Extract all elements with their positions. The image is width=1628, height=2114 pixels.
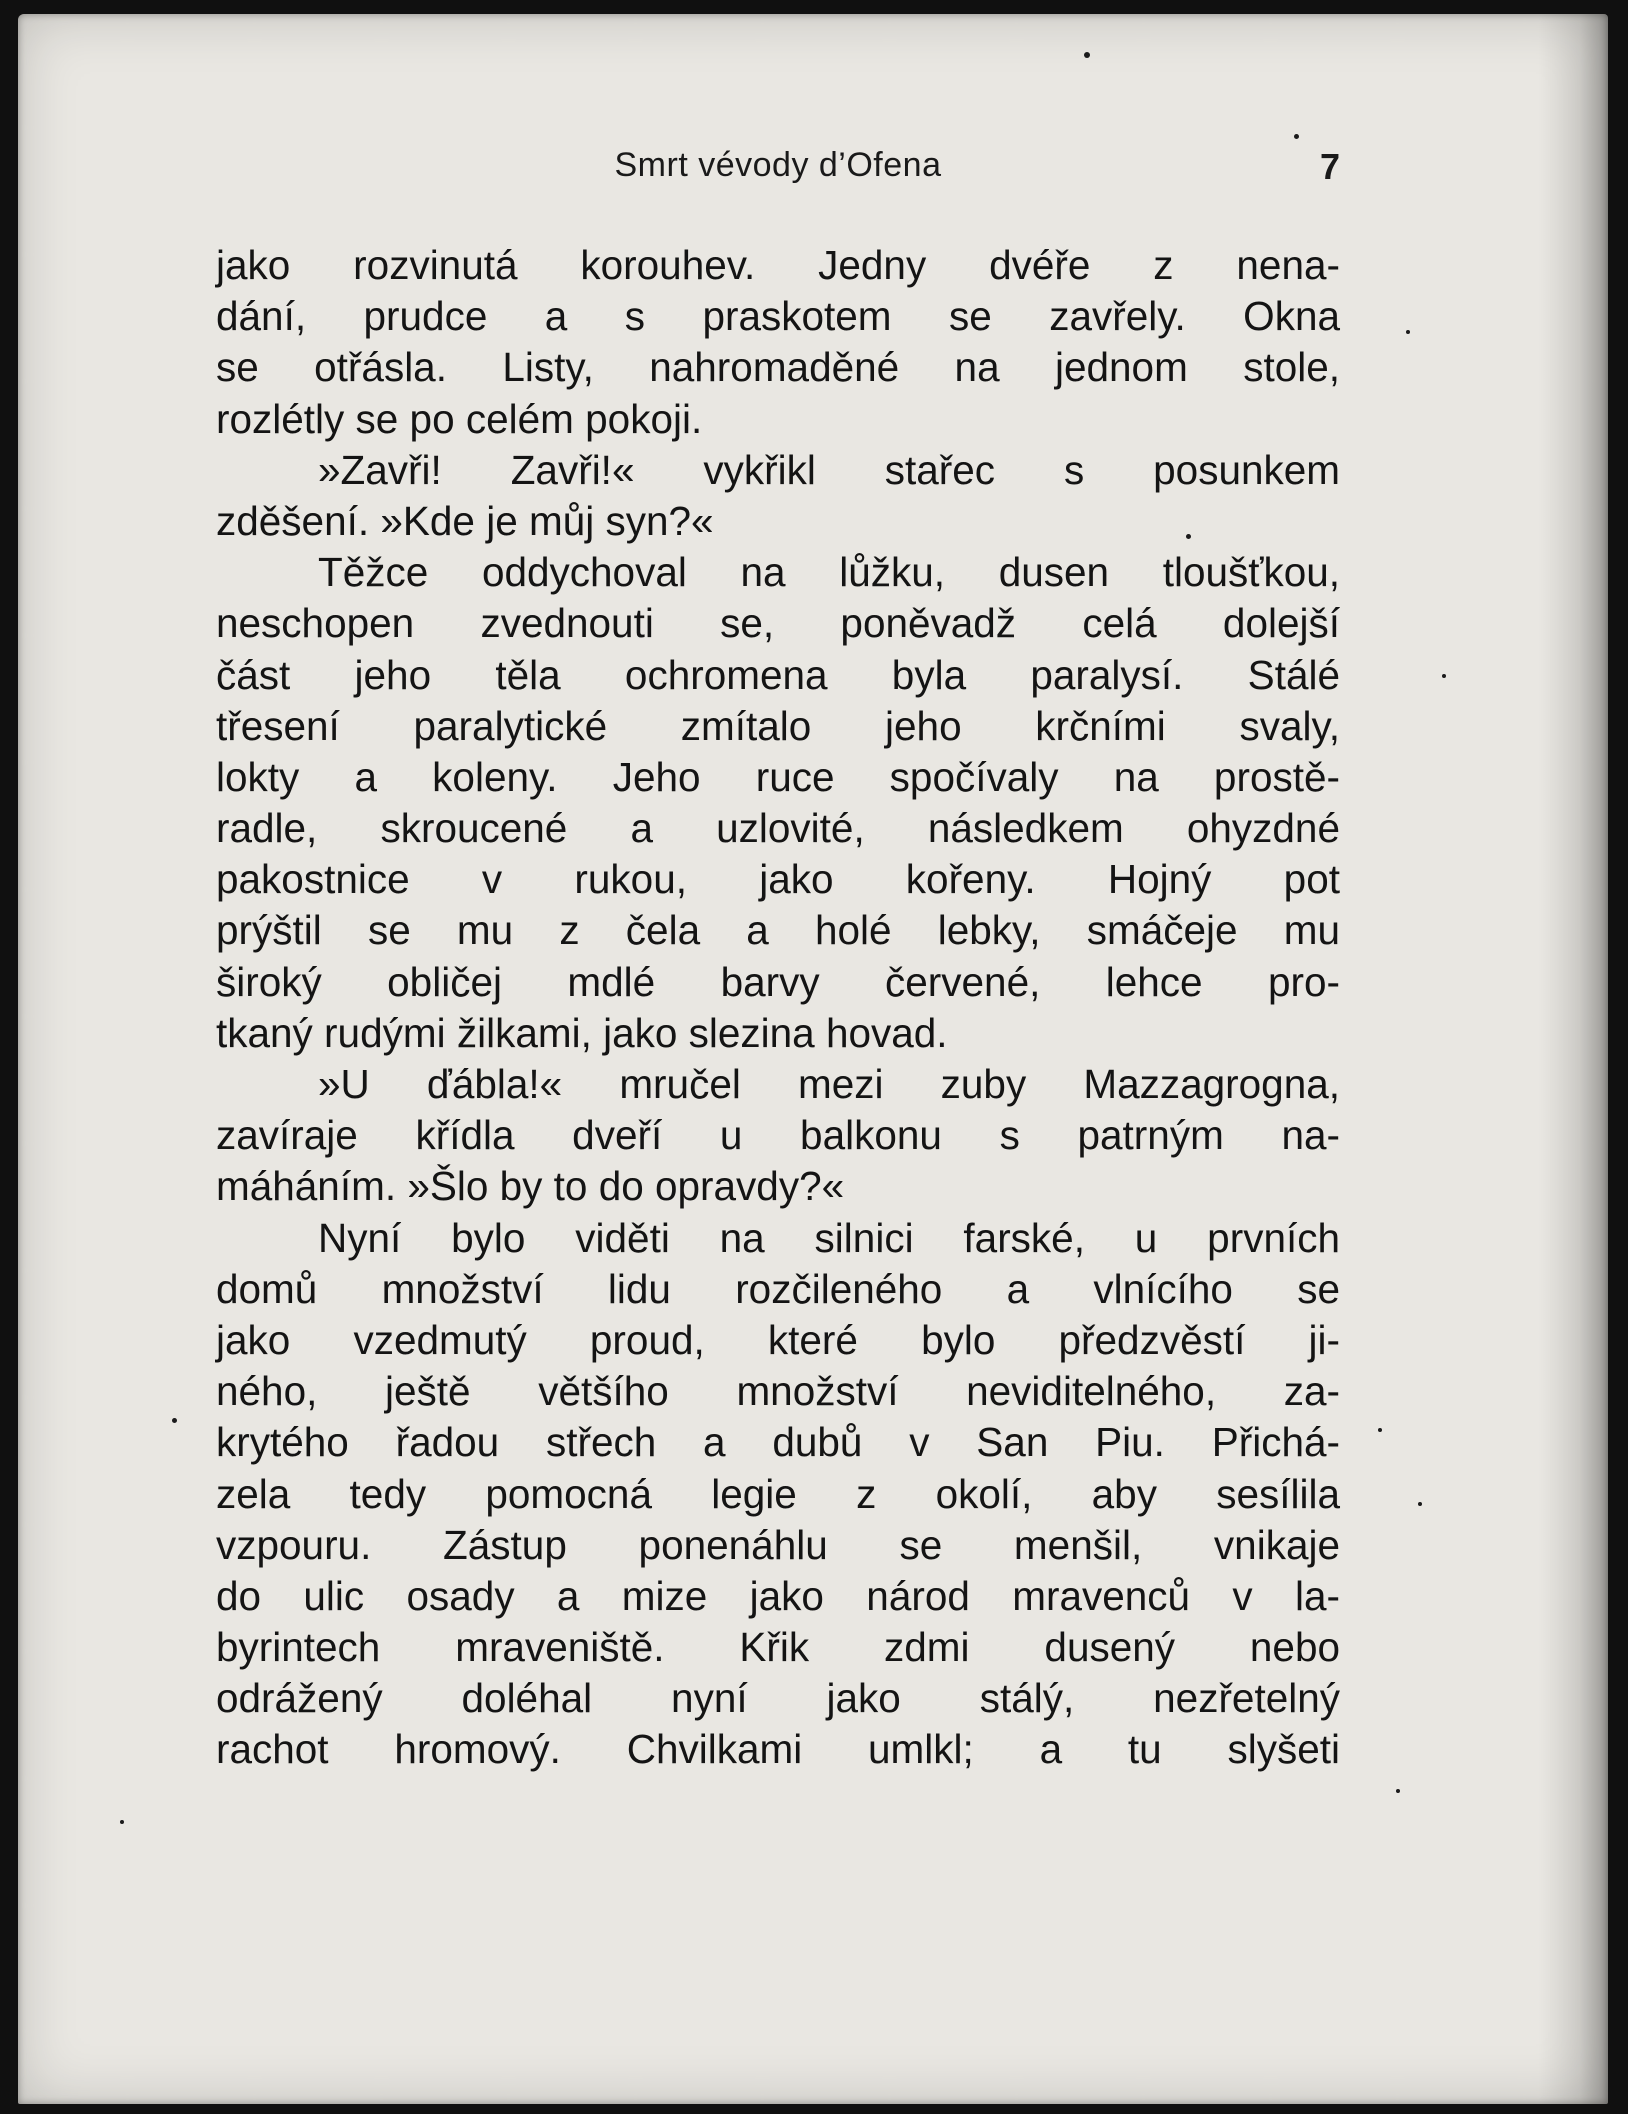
text-line: byrintech mraveniště. Křik zdmi dusený nebo xyxy=(216,1624,1340,1671)
text-line: vzpouru. Zástup ponenáhlu se menšil, vnikaje xyxy=(216,1521,1340,1568)
text-line: »U ďábla!« mručel mezi zuby Mazzagrogna, xyxy=(318,1061,1340,1107)
text-line: rozlétly se po celém pokoji. xyxy=(216,395,703,442)
running-title: Smrt vévody d’Ofena xyxy=(614,146,942,184)
text-line: dání, prudce a s praskotem se zavřely. Okna xyxy=(216,293,1340,340)
text-line: lokty a koleny. Jeho ruce spočívaly na prostě- xyxy=(216,753,1340,800)
text-line: »Zavři! Zavři!« vykřikl stařec s posunkem xyxy=(318,446,1340,493)
ink-speck xyxy=(120,1820,124,1824)
paragraph xyxy=(216,1213,1340,1776)
text-line: máháním. »Šlo by to do opravdy?« xyxy=(216,1163,845,1210)
text-line: jako rozvinutá korouhev. Jedny dvéře z nena- xyxy=(216,242,1340,288)
text-line: jako vzedmutý proud, které bylo předzvěstí ji- xyxy=(216,1316,1340,1363)
text-line: tkaný rudými žilkami, jako slezina hovad. xyxy=(216,1009,948,1056)
paragraph xyxy=(216,547,1340,1059)
paragraph xyxy=(216,445,1340,547)
running-header xyxy=(216,146,1340,202)
text-line: ného, ještě většího množství neviditelného, za- xyxy=(216,1368,1340,1415)
text-line: široký obličej mdlé barvy červené, lehce pro- xyxy=(216,958,1340,1005)
text-line: část jeho těla ochromena byla paralysí. Stálé xyxy=(216,651,1340,698)
ink-speck xyxy=(1442,674,1446,678)
text-line: Těžce oddychoval na lůžku, dusen tloušťkou, xyxy=(318,549,1340,596)
text-line: zděšení. »Kde je můj syn?« xyxy=(216,497,714,544)
text-line: odrážený doléhal nyní jako stálý, nezřetelný xyxy=(216,1675,1340,1722)
ink-speck xyxy=(1396,1789,1400,1793)
text-line: Nyní bylo viděti na silnici farské, u prvních xyxy=(318,1214,1340,1261)
ink-speck xyxy=(1294,134,1299,139)
text-line: do ulic osady a mize jako národ mravenců v la- xyxy=(216,1572,1340,1619)
text-line: krytého řadou střech a dubů v San Piu. Přichá- xyxy=(216,1419,1340,1466)
text-line: třesení paralytické zmítalo jeho krčními svaly, xyxy=(216,702,1340,749)
ink-speck xyxy=(1378,1428,1382,1432)
text-line: se otřásla. Listy, nahromaděné na jednom stole, xyxy=(216,344,1340,391)
ink-speck xyxy=(1418,1502,1422,1506)
paragraph xyxy=(216,1059,1340,1213)
text-line: prýštil se mu z čela a holé lebky, smáčeje mu xyxy=(216,907,1340,954)
text-line: zavíraje křídla dveří u balkonu s patrným na- xyxy=(216,1112,1340,1159)
text-line: radle, skroucené a uzlovité, následkem ohyzdné xyxy=(216,805,1340,852)
text-line: pakostnice v rukou, jako kořeny. Hojný pot xyxy=(216,856,1340,903)
page-number: 7 xyxy=(1319,146,1340,187)
text-line: neschopen zvednouti se, poněvadž celá dolejší xyxy=(216,600,1340,647)
text-line: zela tedy pomocná legie z okolí, aby sesílila xyxy=(216,1470,1340,1517)
text-line: domů množství lidu rozčileného a vlnícího se xyxy=(216,1265,1340,1312)
paragraph xyxy=(216,240,1340,445)
ink-speck xyxy=(1406,330,1410,334)
text-line: rachot hromový. Chvilkami umlkl; a tu slyšeti xyxy=(216,1726,1340,1773)
body-text xyxy=(216,240,1340,1776)
ink-speck xyxy=(172,1418,177,1423)
ink-speck xyxy=(1084,52,1090,58)
